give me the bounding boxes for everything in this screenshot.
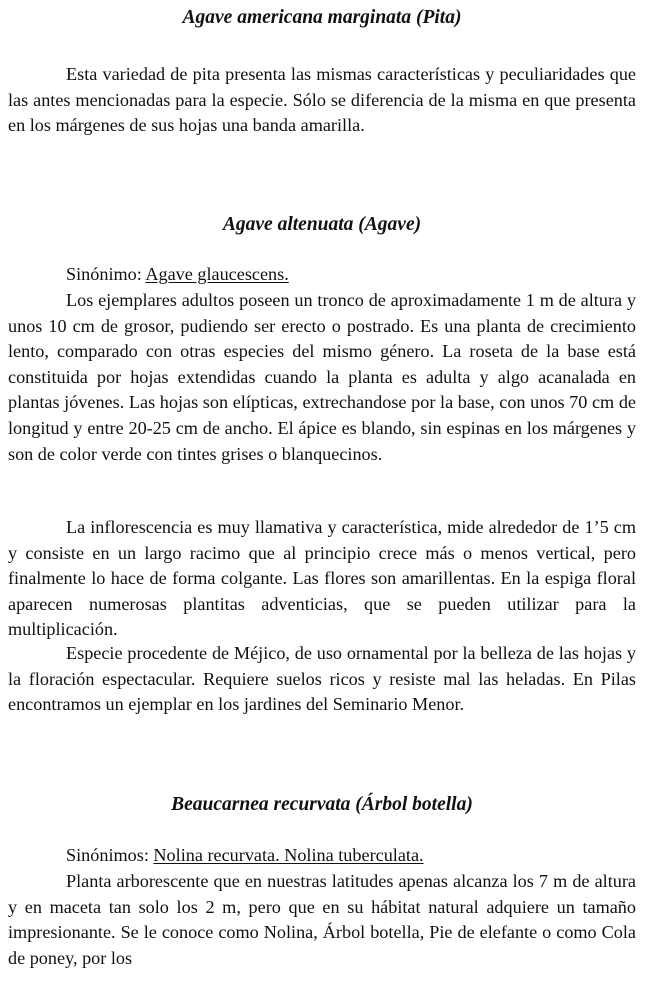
synonym-value: Nolina recurvata. Nolina tuberculata. <box>153 845 424 865</box>
synonym-label: Sinónimo: <box>66 264 142 284</box>
paragraph-agave-altenuata-inflorescence: La inflorescencia es muy llamativa y característica, mide alrededor de 1’5 cm y consiste en un largo racimo que al principio crece más o menos vertical, pero finalmente lo hace de forma colgante. Las flores son amarillentas. En la espiga floral aparecen numerosas plantitas adventicias, que se pueden utilizar para la multiplicación. <box>8 517 636 640</box>
paragraph-agave-americana-marginata: Esta variedad de pita presenta las mismas características y peculiaridades que las antes mencionadas para la especie. Sólo se diferencia de la misma en que presenta en los márgenes de sus hojas una banda amarilla. <box>8 64 636 136</box>
paragraph-agave-altenuata-origin: Especie procedente de Méjico, de uso ornamental por la belleza de las hojas y la floración espectacular. Requiere suelos ricos y resiste mal las heladas. En Pilas encontramos un ejemplar en los jardines del Seminario Menor. <box>8 643 636 715</box>
paragraph-beaucarnea-recurvata-description: Planta arborescente que en nuestras latitudes apenas alcanza los 7 m de altura y en maceta tan solo los 2 m, pero que en su hábitat natural adquiere un tamaño impresionante. Se le conoce como Nolina, Árbol botella, Pie de elefante o como Cola de poney, por los <box>8 871 636 968</box>
section-title-beaucarnea-recurvata: Beaucarnea recurvata (Árbol botella) <box>171 794 473 815</box>
paragraph-agave-altenuata-description: Los ejemplares adultos poseen un tronco de aproximadamente 1 m de altura y unos 10 cm de grosor, pudiendo ser erecto o postrado. Es una planta de crecimiento lento, comparado con otras especies del mismo género. La roseta de la base está constituida por hojas extendidas cuando la planta es adulta y algo acanalada en plantas jóvenes. Las hojas son elípticas, extrechandose por la base, con unos 70 cm de longitud y entre 20-25 cm de ancho. El ápice es blando, sin espinas en los márgenes y son de color verde con tintes grises o blanquecinos. <box>8 290 636 464</box>
section-title-agave-altenuata: Agave altenuata (Agave) <box>222 214 422 235</box>
synonym-label: Sinónimos: <box>66 845 149 865</box>
synonym-value: Agave glaucescens. <box>145 264 289 284</box>
section-title-agave-americana-marginata: Agave americana marginata (Pita) <box>182 7 462 28</box>
synonym-line-beaucarnea-recurvata <box>8 843 636 869</box>
synonym-line-agave-altenuata <box>8 262 636 288</box>
